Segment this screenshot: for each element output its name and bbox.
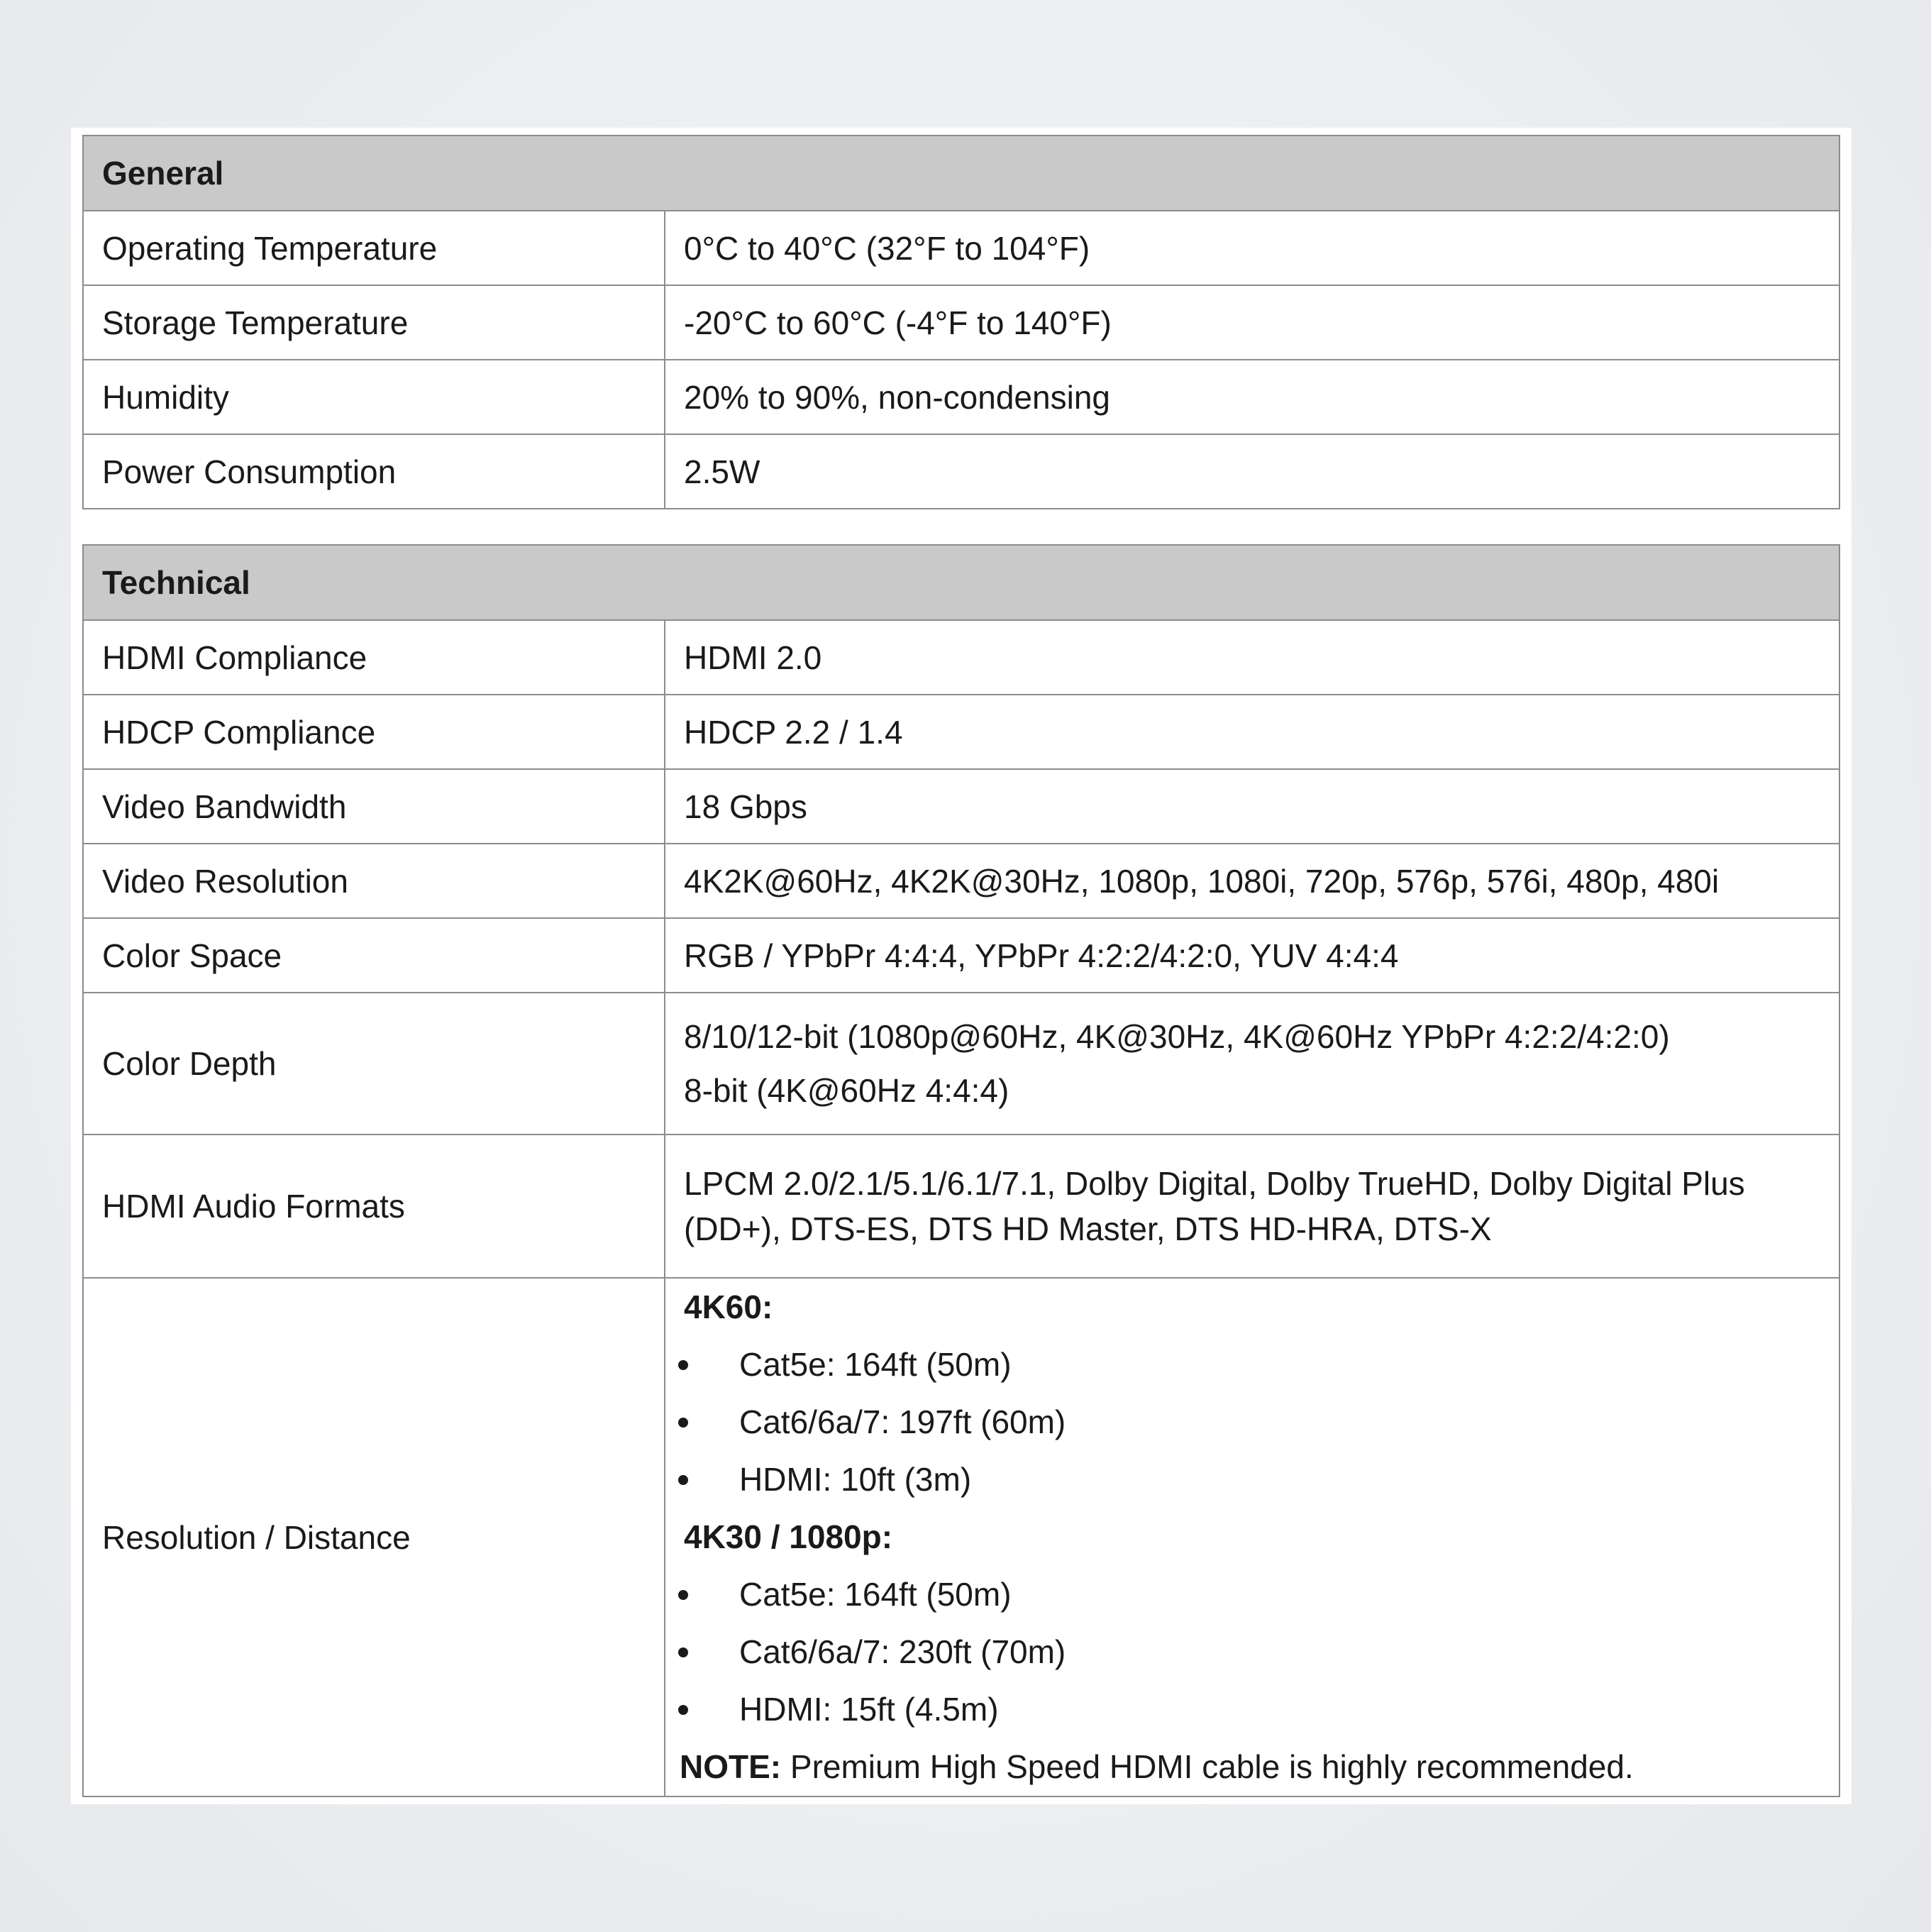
spec-label: HDMI Compliance xyxy=(83,620,665,695)
spec-label: Resolution / Distance xyxy=(83,1278,665,1796)
distance-list xyxy=(684,1336,1839,1508)
distance-group-heading: 4K30 / 1080p: xyxy=(684,1518,893,1555)
bullet-icon xyxy=(678,1705,688,1715)
audio-format-line: (DD+), DTS-ES, DTS HD Master, DTS HD-HRA, DTS-X xyxy=(684,1210,1492,1247)
table-row xyxy=(83,620,1839,695)
cable-note xyxy=(680,1738,1839,1796)
table-row xyxy=(83,769,1839,844)
distance-item: Cat6/6a/7: 197ft (60m) xyxy=(739,1403,1066,1440)
spec-label: HDMI Audio Formats xyxy=(83,1135,665,1278)
spec-value: 18 Gbps xyxy=(665,769,1839,844)
general-section-header: General xyxy=(83,136,1839,211)
distance-group-heading: 4K60: xyxy=(684,1288,773,1325)
spec-value: HDCP 2.2 / 1.4 xyxy=(665,695,1839,769)
bullet-icon xyxy=(678,1647,688,1657)
spec-label: HDCP Compliance xyxy=(83,695,665,769)
table-row xyxy=(83,285,1839,360)
table-row xyxy=(83,211,1839,285)
spec-value xyxy=(665,1135,1839,1278)
table-row xyxy=(83,1135,1839,1278)
distance-item: HDMI: 10ft (3m) xyxy=(739,1461,972,1498)
list-item xyxy=(684,1681,1839,1738)
list-item xyxy=(684,1566,1839,1623)
list-item xyxy=(684,1451,1839,1508)
table-row xyxy=(83,360,1839,434)
spec-value xyxy=(665,1278,1839,1796)
table-row xyxy=(83,1278,1839,1796)
spec-value: 20% to 90%, non-condensing xyxy=(665,360,1839,434)
technical-spec-table xyxy=(82,544,1840,1797)
spec-label: Color Space xyxy=(83,918,665,993)
distance-item: HDMI: 15ft (4.5m) xyxy=(739,1691,999,1728)
technical-section-header: Technical xyxy=(83,545,1839,620)
table-row xyxy=(83,844,1839,918)
color-depth-line: 8-bit (4K@60Hz 4:4:4) xyxy=(684,1072,1009,1109)
spec-value: -20°C to 60°C (-4°F to 140°F) xyxy=(665,285,1839,360)
distance-item: Cat6/6a/7: 230ft (70m) xyxy=(739,1633,1066,1670)
note-label: NOTE: xyxy=(680,1748,782,1785)
distance-item: Cat5e: 164ft (50m) xyxy=(739,1576,1012,1613)
spec-value: 4K2K@60Hz, 4K2K@30Hz, 1080p, 1080i, 720p, 576p, 576i, 480p, 480i xyxy=(665,844,1839,918)
bullet-icon xyxy=(678,1360,688,1370)
bullet-icon xyxy=(678,1475,688,1485)
bullet-icon xyxy=(678,1418,688,1428)
spec-value: 2.5W xyxy=(665,434,1839,509)
bullet-icon xyxy=(678,1590,688,1600)
spec-label: Humidity xyxy=(83,360,665,434)
spec-label: Color Depth xyxy=(83,993,665,1135)
spec-label: Video Resolution xyxy=(83,844,665,918)
distance-list xyxy=(684,1566,1839,1738)
distance-item: Cat5e: 164ft (50m) xyxy=(739,1346,1012,1383)
spec-value: RGB / YPbPr 4:4:4, YPbPr 4:2:2/4:2:0, YUV 4:4:4 xyxy=(665,918,1839,993)
list-item xyxy=(684,1623,1839,1681)
spec-label: Operating Temperature xyxy=(83,211,665,285)
list-item xyxy=(684,1393,1839,1451)
table-row xyxy=(83,918,1839,993)
table-row xyxy=(83,993,1839,1135)
note-text: Premium High Speed HDMI cable is highly recommended. xyxy=(781,1748,1634,1785)
general-spec-table xyxy=(82,135,1840,509)
spec-value xyxy=(665,993,1839,1135)
audio-format-line: LPCM 2.0/2.1/5.1/6.1/7.1, Dolby Digital, Dolby TrueHD, Dolby Digital Plus xyxy=(684,1165,1745,1202)
spec-value: 0°C to 40°C (32°F to 104°F) xyxy=(665,211,1839,285)
spec-label: Storage Temperature xyxy=(83,285,665,360)
spec-label: Video Bandwidth xyxy=(83,769,665,844)
list-item xyxy=(684,1336,1839,1393)
table-row xyxy=(83,695,1839,769)
spec-value: HDMI 2.0 xyxy=(665,620,1839,695)
spec-label: Power Consumption xyxy=(83,434,665,509)
spec-sheet xyxy=(71,128,1852,1804)
color-depth-line: 8/10/12-bit (1080p@60Hz, 4K@30Hz, 4K@60Hz YPbPr 4:2:2/4:2:0) xyxy=(684,1018,1670,1055)
table-row xyxy=(83,434,1839,509)
